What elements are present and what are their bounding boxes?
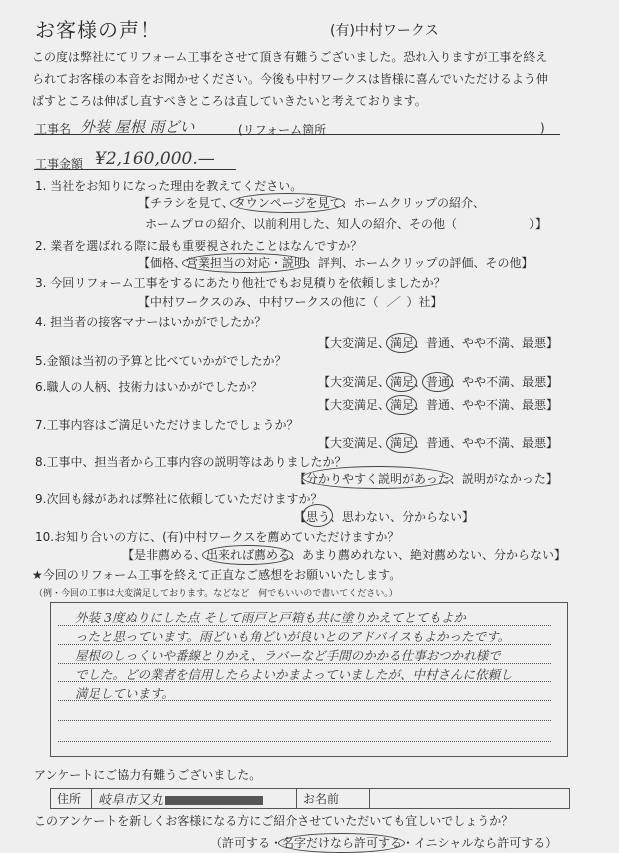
question-1: 1. 当社をお知りになった理由を教えてください。 — [35, 179, 303, 193]
amount-value: ¥2,160,000.— — [95, 149, 215, 169]
selected-answer: 満足 — [390, 336, 414, 350]
question-4: 4. 担当者の接客マナーはいかがでしたか？ — [35, 315, 267, 329]
answer-options-1b: ホームプロの紹介、以前利用した、知人の紹介、その他（ ）】 — [145, 217, 548, 231]
selected-answer: 名字だけなら許可する — [282, 836, 402, 850]
name-field[interactable] — [370, 789, 570, 809]
amount-label: 工事金額 — [35, 157, 84, 171]
question-5: 5.金額は当初の予算と比べていかがでしたか？ — [35, 354, 287, 368]
comment-line: 屋根のしっくいや番線とりかえ、ラバーなど手間のかかる仕事おつかれ様で — [75, 648, 501, 663]
selected-answer: 満足 — [390, 375, 414, 389]
question-6: 6.職人の人柄、技術力はいかがでしたか？ — [35, 380, 263, 394]
selected-answer: 分かりやすく説明があった — [306, 472, 450, 486]
permission-question: このアンケートを新しくお客様になる方にご紹介させていただいても宜しいでしょうか？ — [34, 814, 514, 828]
selected-answer: 思う — [306, 510, 330, 524]
comments-example: （例・今回の工事は大変満足しております。などなど 何でもいいので書いてください。） — [34, 589, 398, 599]
comments-prompt: ★今回のリフォーム工事を終えて正直なご感想をお願いいたします。 — [32, 568, 402, 582]
intro-line: この度は弊社にてリフォーム工事をさせて頂き有難うございました。恐れ入りますが工事を終え — [32, 50, 548, 64]
redaction-bar — [165, 796, 263, 805]
answer-options-5: 【大変満足、満足 、普通 、やや不満、最悪】 — [318, 373, 558, 390]
selected-answer: 満足 — [390, 436, 414, 450]
company-name: (有)中村ワークス — [330, 23, 439, 39]
comment-line: 満足しています。 — [75, 686, 175, 701]
address-field[interactable]: 岐阜市又丸 — [92, 789, 297, 809]
selected-answer: 出来れば薦める — [206, 548, 290, 562]
contact-table — [50, 788, 570, 809]
name-label: お名前 — [297, 789, 370, 809]
answer-options-6: 【大変満足、満足 、普通、やや不満、最悪】 — [318, 396, 558, 413]
question-9: 9.次回も縁があれば弊社に依頼していただけますか？ — [35, 492, 323, 506]
answer-options-1: 【チラシを見て、タウンページを見て 、ホームクリップの紹介、 — [138, 194, 485, 211]
question-7: 7.工事内容はご満足いただけましたでしょうか？ — [35, 418, 299, 432]
page-title: お客様の声！ — [35, 18, 161, 42]
answer-options-8: 【分かりやすく説明があった 、説明がなかった】 — [294, 470, 558, 487]
comment-line: 外装 3度ぬりにした点 そして雨戸と戸箱も共に塗りかえてとてもよか — [75, 610, 466, 625]
question-10: 10.お知り合いの方に、(有)中村ワークスを薦めていただけますか？ — [35, 530, 400, 544]
intro-line: ばすところは伸ばし直すべきところは直していきたいと考えております。 — [32, 94, 427, 108]
dotted-line — [58, 720, 551, 721]
answer-options-10: 【是非薦める、出来れば薦める 、あまり薦めれない、絶対薦めない、分からない】 — [122, 546, 566, 563]
question-3: 3. 今回リフォーム工事をするにあたり他社でもお見積りを依頼しましたか？ — [35, 276, 446, 290]
comment-line: ったと思っています。雨どいも角どいが良いとのアドバイスもよかったです。 — [75, 629, 511, 644]
question-8: 8.工事中、担当者から工事内容の説明等はありましたか？ — [35, 455, 347, 469]
selected-answer: 満足 — [390, 398, 414, 412]
answer-options-9: 【思う 、思わない、分からない】 — [294, 508, 474, 525]
comment-line: でした。どの業者を信用したらよいかまよっていましたが、中村さんに依頼し — [75, 667, 513, 682]
location-label: (リフォーム箇所 — [238, 123, 327, 137]
answer-options-7: 【大変満足、満足 、普通、やや不満、最悪】 — [318, 434, 558, 451]
answer-options-2: 【価格、営業担当の対応・説明 、評判、ホームクリップの評価、その他】 — [138, 254, 534, 271]
answer-options-3: 【中村ワークスのみ、中村ワークスの他に（ ／ ）社】 — [138, 295, 443, 309]
address-label: 住所 — [51, 789, 92, 809]
project-name-label: 工事名 — [35, 122, 72, 136]
location-close: ) — [540, 121, 545, 135]
selected-answer: タウンページを見て — [234, 196, 342, 210]
permission-options: （許可する・名字だけなら許可する ・イニシャルなら許可する） — [210, 834, 557, 851]
question-2: 2. 業者を選ばれる際に最も重要視されたことはなんですか？ — [35, 239, 363, 253]
project-name-value: 外装 屋根 雨どい — [80, 118, 195, 136]
selected-answer: 営業担当の対応・説明 — [186, 256, 306, 270]
thanks-text: アンケートにご協力有難うございました。 — [34, 768, 262, 782]
dotted-line — [58, 741, 551, 742]
crossed-answer: 普通 — [426, 375, 450, 389]
intro-line: られてお客様の本音をお聞かせください。今後も中村ワークスは皆様に喜んでいただけるよう伸 — [32, 72, 548, 86]
answer-options-4: 【大変満足、満足 、普通、やや不満、最悪】 — [318, 334, 558, 351]
